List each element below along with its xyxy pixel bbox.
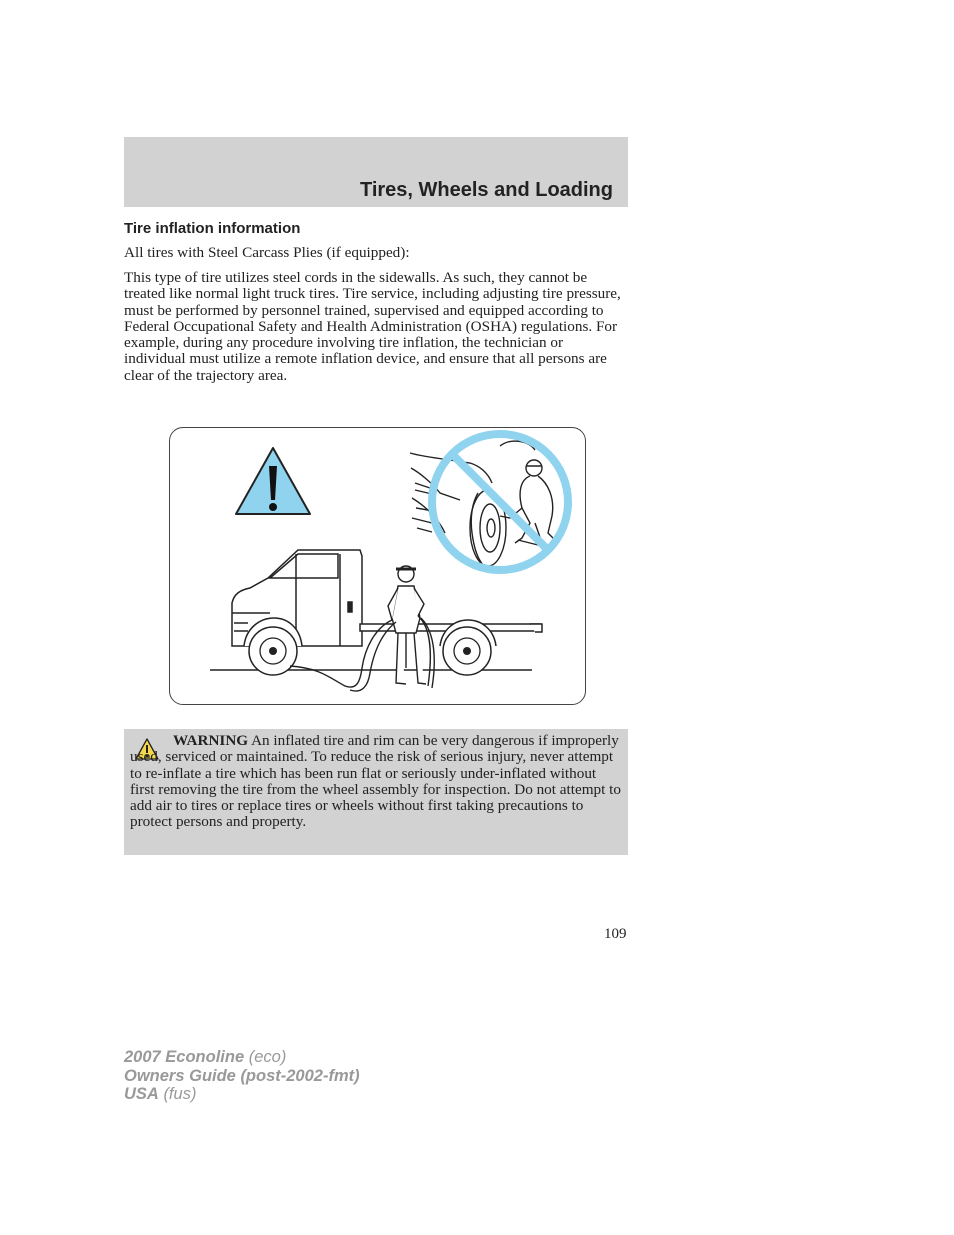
footer-market: USA (124, 1085, 159, 1103)
warning-text-block (130, 733, 622, 831)
rear-wheel (443, 627, 491, 675)
front-wheel (249, 627, 297, 675)
section-heading: Tire inflation information (124, 220, 301, 237)
footer-guide-type: Owners Guide (post-2002-fmt) (124, 1066, 360, 1085)
warning-message: An inflated tire and rim can be very dangerous if improperly used, serviced or maintained. To reduce the risk of serious injury, never attempt to re-inflate a tire which has been run flat or seriously under-inflated without first removing the tire from the wheel assembly for inspection. Do not attempt to add air to tires or replace tires or wheels without first taking precautions to protect persons and property. (130, 732, 621, 831)
intro-paragraph: All tires with Steel Carcass Plies (if equipped): (124, 244, 410, 261)
section-header-band (124, 137, 628, 207)
footer-model: 2007 Econoline (124, 1048, 245, 1066)
body-paragraph: This type of tire utilizes steel cords in the sidewalls. As such, they cannot be treated like normal light truck tires. Tire service, including adjusting tire pressure, must be performed by personnel trained, supervised and equipped according to Federal Occupational Safety and Health Administration (OSHA) regulations. For example, during any procedure involving tire inflation, the technician or individual must utilize a remote inflation device, and ensure that all persons are clear of the trajectory area. (124, 269, 621, 384)
warning-triangle-icon (236, 448, 310, 514)
chapter-title: Tires, Wheels and Loading (359, 179, 613, 201)
warning-box (124, 729, 628, 855)
tire-inflation-illustration (169, 427, 586, 705)
footer-model-code: (eco) (248, 1048, 287, 1066)
footer-market-code: (fus) (163, 1085, 197, 1103)
warning-label: WARNING (173, 732, 249, 749)
footer-edition-info (124, 1048, 360, 1104)
page-number: 109 (604, 926, 627, 942)
